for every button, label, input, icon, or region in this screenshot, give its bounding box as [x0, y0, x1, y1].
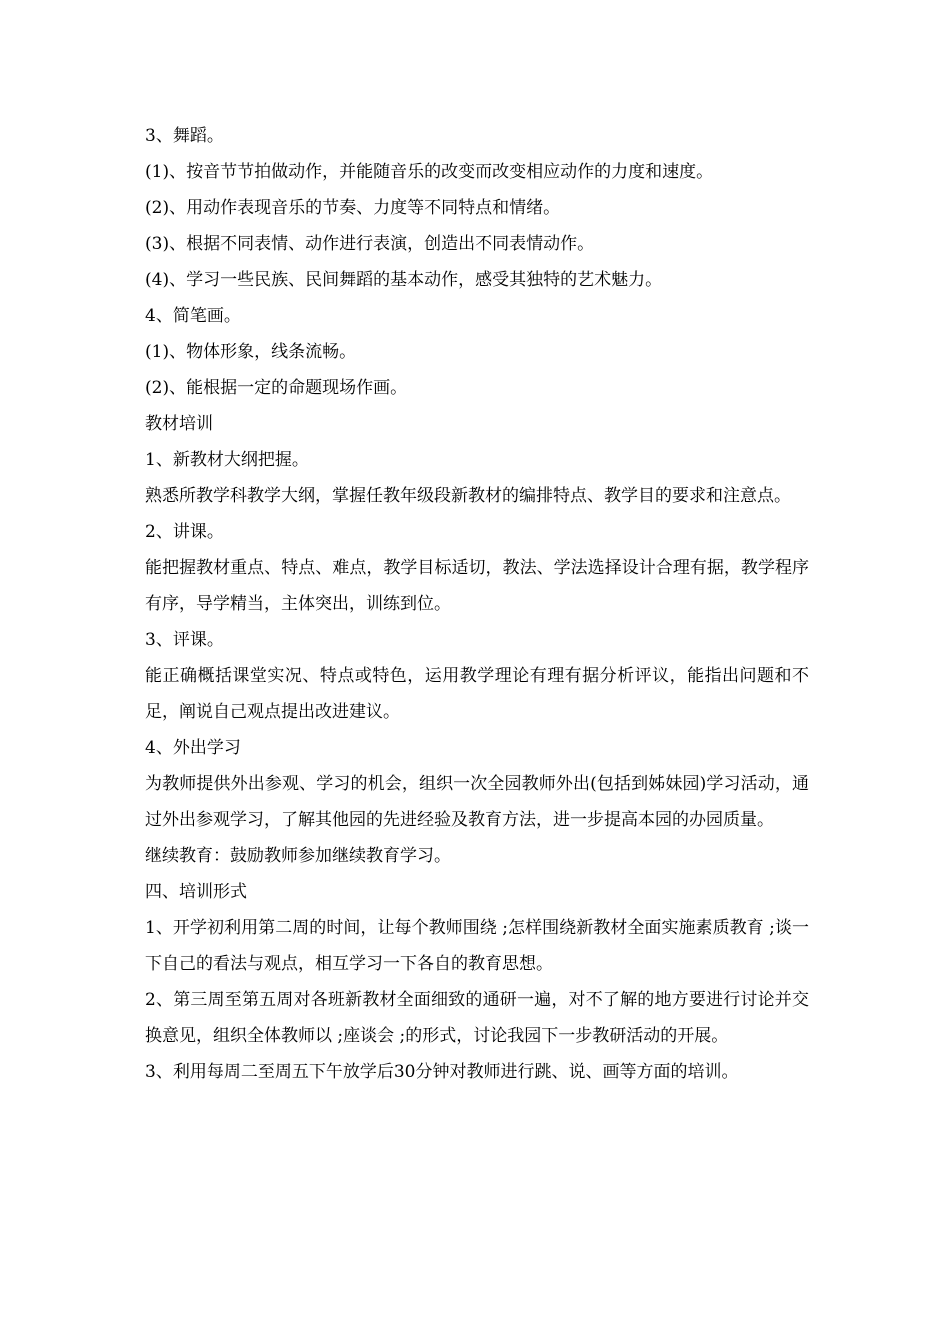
list-item: (3)、根据不同表情、动作进行表演，创造出不同表情动作。 [145, 234, 595, 254]
body-paragraph: 能正确概括课堂实况、特点或特色，运用教学理论有理有据分析评议，能指出问题和不足，阐说自己观点提出改进建议。 [145, 666, 809, 722]
section-heading-training-forms: 四、培训形式 [145, 882, 247, 902]
subheading-lecture: 2、讲课。 [145, 522, 224, 542]
section-heading-textbook-training: 教材培训 [145, 414, 213, 434]
list-item: (4)、学习一些民族、民间舞蹈的基本动作，感受其独特的艺术魅力。 [145, 270, 663, 290]
list-item: 3、利用每周二至周五下午放学后30分钟对教师进行跳、说、画等方面的培训。 [145, 1062, 739, 1082]
list-item: 2、第三周至第五周对各班新教材全面细致的通研一遍，对不了解的地方要进行讨论并交换意见，组织全体教师以 ;座谈会 ;的形式，讨论我园下一步教研活动的开展。 [145, 990, 809, 1046]
section-heading-drawing: 4、简笔画。 [145, 306, 241, 326]
list-item: (1)、按音节节拍做动作，并能随音乐的改变而改变相应动作的力度和速度。 [145, 162, 714, 182]
list-item: (1)、物体形象，线条流畅。 [145, 342, 357, 362]
subheading-syllabus: 1、新教材大纲把握。 [145, 450, 309, 470]
body-paragraph: 继续教育：鼓励教师参加继续教育学习。 [145, 846, 451, 866]
list-item: 1、开学初利用第二周的时间，让每个教师围绕 ;怎样围绕新教材全面实施素质教育 ;谈一下自己的看法与观点，相互学习一下各自的教育思想。 [145, 918, 809, 974]
section-heading-dance: 3、舞蹈。 [145, 126, 224, 146]
document-body [145, 118, 809, 1090]
list-item: (2)、用动作表现音乐的节奏、力度等不同特点和情绪。 [145, 198, 561, 218]
subheading-evaluation: 3、评课。 [145, 630, 224, 650]
subheading-outside-study: 4、外出学习 [145, 738, 241, 758]
list-item: (2)、能根据一定的命题现场作画。 [145, 378, 408, 398]
body-paragraph: 熟悉所教学科教学大纲，掌握任教年级段新教材的编排特点、教学目的要求和注意点。 [145, 486, 791, 506]
body-paragraph: 能把握教材重点、特点、难点，教学目标适切，教法、学法选择设计合理有据，教学程序有序，导学精当，主体突出，训练到位。 [145, 558, 809, 614]
body-paragraph: 为教师提供外出参观、学习的机会，组织一次全园教师外出(包括到姊妹园)学习活动，通过外出参观学习，了解其他园的先进经验及教育方法，进一步提高本园的办园质量。 [145, 774, 809, 830]
